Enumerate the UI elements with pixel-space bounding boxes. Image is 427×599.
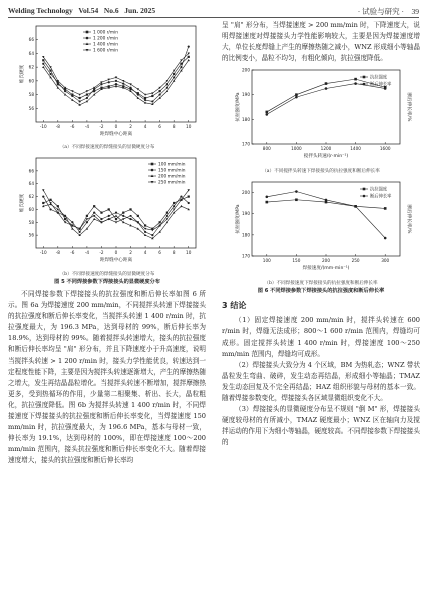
x-tick-label: 1200 — [320, 146, 332, 152]
legend-marker — [151, 169, 154, 172]
legend-label: 抗拉强度 — [370, 187, 388, 193]
y-tick-label: 64 — [28, 50, 34, 56]
y-tick-label: 200 — [242, 67, 250, 73]
data-point — [86, 221, 88, 223]
data-point — [49, 199, 51, 201]
legend-label: 1 600 r/min — [93, 48, 118, 54]
x-tick-label: 0 — [114, 250, 118, 255]
data-point — [108, 215, 110, 217]
data-point — [159, 221, 161, 223]
figure-6b-chart — [222, 176, 420, 276]
legend-marker — [151, 163, 154, 166]
data-point — [188, 202, 190, 204]
data-point — [188, 45, 190, 47]
data-point — [137, 215, 139, 217]
x-tick-label: 100 — [262, 258, 271, 264]
y-tick-label: 56 — [28, 105, 34, 111]
x-tick-label: 6 — [158, 250, 161, 255]
data-point — [42, 66, 44, 68]
data-point — [159, 93, 161, 95]
data-point — [173, 73, 175, 75]
data-point — [354, 78, 357, 81]
y-tick-label: 58 — [28, 92, 34, 98]
data-point — [42, 59, 44, 61]
x-tick-label: 300 — [381, 258, 390, 264]
y-tick-label: 170 — [242, 141, 250, 147]
data-point — [49, 73, 51, 75]
x-tick-label: 8 — [172, 124, 176, 129]
data-point — [57, 208, 59, 210]
section-info — [358, 6, 419, 17]
data-point — [129, 208, 131, 210]
figure-6a-chart — [222, 64, 420, 164]
data-point — [354, 205, 357, 208]
data-point — [129, 87, 131, 89]
series-line — [43, 190, 188, 230]
data-point — [166, 212, 168, 214]
data-point — [295, 96, 298, 99]
x-axis-label: 距焊缝中心距离 — [99, 258, 133, 263]
x-tick-label: -4 — [84, 250, 90, 255]
data-point — [166, 83, 168, 85]
data-point — [100, 212, 102, 214]
data-point — [325, 199, 328, 202]
data-point — [180, 195, 182, 197]
legend-label: 抗拉强度 — [370, 75, 388, 81]
data-point — [93, 218, 95, 220]
y-tick-label: 180 — [242, 232, 250, 238]
series-line — [43, 47, 188, 102]
data-point — [71, 95, 73, 97]
data-point — [79, 97, 81, 99]
plot-frame — [252, 70, 400, 144]
data-point — [173, 202, 175, 204]
series-line — [267, 192, 385, 239]
data-point — [129, 218, 131, 220]
left-paragraph: 不同焊接参数下焊接接头的抗拉强度和断后伸长率如图 6 所示。图 6a 为焊接速度 200 mm/min，不同搅拌头转速下焊接接头的抗拉强度和断后伸长率变化，当搅拌头转速 1 400 r/min 时，抗拉强度最大，为 196.3 MPa，达到母材的 99%，断后伸长率为 18.9%，达到母材的 99%。随着搅拌头转速增大，接头的抗拉强度和断后伸长率均呈 "肩" 形分布，并且下降速度小于升高速度，说明当搅拌头转速 > 1 200 r/min 时，接头力学性能优良，转速达到一定程度性能下降，主要是因为搅拌头转速逐渐增大，产生的摩擦热随之增大，发生再结晶晶粒增化。当搅拌头转速不断增加，搅拌摩擦热更多，受到热循环的作用，少量第二相聚集、析出、长大，晶粒粗化，抗拉强度降低。图 6b 为搅拌头转速 1 400 r/min 时，不同焊接速度下焊接接头的抗拉强度和断后伸长率变化，当焊接速度 150 mm/min 时，抗拉强度最大，为 196.6 MPa，基本与母材一致，伸长率为 19.1%，达到母材的 100%，即在焊接速度 100～200 mm/min 范围内，接头抗拉强度和断后伸长率变化不大。随着焊接速度增大，接头的抗拉强度和断后伸长率均 — [8, 290, 206, 465]
y-axis-label-right: 断后伸长率/% — [406, 204, 411, 234]
x-axis-label: 距焊缝中心距离 — [99, 132, 133, 137]
plot-frame — [252, 182, 400, 256]
data-point — [173, 205, 175, 207]
data-point — [151, 100, 153, 102]
legend-label: 断后伸长率 — [370, 194, 392, 200]
right-paragraph: 呈 "肩" 形分布，当焊接速度 > 200 mm/min 时，下降速度大，说明焊接速度对焊接接头力学性能影响较大，主要是因为焊接速度增大，单位长度焊缝上产生的摩擦热随之减小，WNZ 形成细小等轴晶的比例变小，晶粒不均匀，有粗化倾向，抗拉强度降低。 — [222, 21, 420, 63]
x-tick-label: -10 — [39, 250, 47, 255]
legend-label: 断后伸长率 — [370, 82, 392, 88]
data-point — [325, 83, 328, 86]
data-point — [151, 95, 153, 97]
x-tick-label: 250 — [351, 258, 360, 264]
page-header — [8, 4, 419, 17]
data-point — [100, 221, 102, 223]
data-point — [86, 215, 88, 217]
x-tick-label: 2 — [129, 124, 132, 129]
data-point — [354, 83, 357, 86]
legend-label: 200 mm/min — [158, 174, 186, 180]
legend-label: 250 mm/min — [158, 180, 186, 186]
data-point — [100, 218, 102, 220]
legend-label: 1 200 r/min — [93, 36, 118, 42]
figure-5b-caption: （b）不同焊接速度的焊缝接头的显微硬度分布 — [59, 272, 155, 277]
data-point — [79, 100, 81, 102]
data-point — [266, 113, 269, 116]
left-column — [8, 20, 206, 467]
data-point — [384, 208, 387, 211]
y-tick-label: 58 — [28, 219, 34, 225]
data-point — [64, 218, 66, 220]
x-tick-label: 1400 — [350, 146, 361, 152]
data-point — [108, 81, 110, 83]
legend-label: 1 400 r/min — [93, 42, 118, 48]
legend-marker — [363, 188, 366, 191]
data-point — [108, 208, 110, 210]
conclusion-2: （2）焊接接头大致分为 4 个区域，BM 为热轧态；WNZ 带状晶粒发生弯曲、破碎，发生动态再结晶，形成细小等轴晶；TMAZ 发生动态回复及不完全再结晶；HAZ 组织形貌与母材的基本一致。随着焊接参数变化，焊接接头各区域显微组织变化不大。 — [222, 360, 420, 403]
header-rule — [8, 17, 419, 18]
data-point — [266, 201, 269, 204]
legend-label: 1 000 r/min — [93, 30, 118, 36]
data-point — [180, 66, 182, 68]
data-point — [325, 88, 328, 91]
data-point — [266, 111, 269, 114]
x-tick-label: -8 — [55, 124, 60, 129]
conclusion-1: （1）固定焊接速度 200 mm/min 时，搅拌头转速在 600 r/min 时，焊缝无法成形；800～1 600 r/min 范围内，焊缝均可成形。固定搅拌头转速 1 400 r/min 时，焊接速度 100～250 mm/min 范围内，焊缝均可成形。 — [222, 316, 420, 358]
figure-5a-caption: （a）不同焊接速度的焊缝接头的显微硬度分布 — [59, 145, 155, 150]
data-point — [57, 205, 59, 207]
y-tick-label: 190 — [242, 211, 250, 217]
figure-5a-chart — [8, 20, 206, 140]
data-point — [166, 87, 168, 89]
y-axis-label: 维氏硬度 — [20, 193, 25, 213]
figure-5-caption: 图 5 不同焊接参数下焊接接头的显微硬度分布 — [54, 279, 160, 285]
data-point — [122, 212, 124, 214]
y-tick-label: 180 — [242, 117, 250, 123]
x-tick-label: -10 — [39, 124, 47, 129]
data-point — [42, 63, 44, 65]
data-point — [122, 83, 124, 85]
y-axis-label: 维氏硬度 — [20, 64, 25, 84]
data-point — [115, 212, 117, 214]
data-point — [144, 97, 146, 99]
y-tick-label: 62 — [28, 194, 34, 200]
y-tick-label: 66 — [28, 37, 34, 43]
legend-marker — [86, 31, 89, 34]
y-tick-label: 170 — [242, 253, 250, 259]
data-point — [173, 76, 175, 78]
journal-info — [8, 6, 155, 15]
data-point — [180, 205, 182, 207]
x-axis-label: 焊接速度/(mm·min⁻¹) — [302, 266, 350, 272]
data-point — [137, 93, 139, 95]
data-point — [144, 94, 146, 96]
x-tick-label: 10 — [186, 250, 192, 255]
x-tick-label: 800 — [262, 146, 271, 152]
data-point — [49, 208, 51, 210]
x-tick-label: -8 — [55, 250, 60, 255]
y-axis-label: 抗拉强度/MPa — [236, 92, 241, 123]
y-tick-label: 60 — [28, 206, 34, 212]
section-title: 3 结论 — [222, 301, 247, 311]
x-tick-label: 150 — [292, 258, 301, 264]
data-point — [166, 215, 168, 217]
data-point — [188, 59, 190, 61]
journal-name: Welding Technology — [8, 6, 73, 15]
data-point — [93, 205, 95, 207]
x-tick-label: 4 — [143, 250, 147, 255]
data-point — [295, 94, 298, 97]
data-point — [144, 99, 146, 101]
x-tick-label: -2 — [99, 124, 104, 129]
data-point — [144, 224, 146, 226]
figure-5b-chart — [8, 152, 206, 267]
x-axis-label: 搅拌头转速/(r·min⁻¹) — [303, 154, 349, 160]
data-point — [115, 80, 117, 82]
data-point — [295, 199, 298, 202]
data-point — [151, 229, 153, 231]
x-tick-label: 2 — [129, 250, 132, 255]
data-point — [49, 69, 51, 71]
x-tick-label: 1600 — [379, 146, 391, 152]
right-column — [222, 20, 420, 449]
x-tick-label: -2 — [99, 250, 104, 255]
conclusion-3: （3）焊接接头的显微硬度分布呈不规则 "倒 M" 形，焊接接头硬度较母材的有所减小，TMAZ 硬度最小；WNZ 区在轴向力及搅拌运动的作用下为细小等轴晶，硬度较高。不同焊接参数下焊接接头的 — [222, 405, 420, 447]
data-point — [266, 196, 269, 199]
legend-label: 150 mm/min — [158, 168, 186, 174]
data-point — [79, 231, 81, 233]
x-tick-label: 0 — [114, 124, 118, 129]
data-point — [64, 90, 66, 92]
data-point — [159, 90, 161, 92]
y-tick-label: 62 — [28, 64, 34, 70]
legend-marker — [86, 37, 89, 40]
data-point — [151, 234, 153, 236]
x-tick-label: 8 — [172, 250, 176, 255]
data-point — [144, 231, 146, 233]
data-point — [115, 215, 117, 217]
x-tick-label: 10 — [186, 124, 192, 129]
y-tick-label: 200 — [242, 190, 250, 196]
y-tick-label: 60 — [28, 78, 34, 84]
data-point — [86, 97, 88, 99]
y-tick-label: 66 — [28, 168, 34, 174]
data-point — [188, 195, 190, 197]
data-point — [295, 191, 298, 194]
x-tick-label: 6 — [158, 124, 161, 129]
data-point — [122, 215, 124, 217]
data-point — [86, 93, 88, 95]
data-point — [384, 237, 387, 240]
issue: No.6 — [103, 6, 119, 15]
legend-marker — [363, 195, 366, 198]
issue-date: Jun. 2025 — [124, 6, 156, 15]
x-tick-label: 200 — [322, 258, 330, 264]
y-axis-label-right: 断后伸长率/% — [406, 92, 411, 122]
data-point — [115, 221, 117, 223]
x-tick-label: -6 — [70, 250, 75, 255]
x-tick-label: 1000 — [291, 146, 302, 152]
data-point — [188, 56, 190, 58]
x-tick-label: -6 — [70, 124, 75, 129]
data-point — [93, 212, 95, 214]
y-axis-label: 抗拉强度/MPa — [236, 204, 241, 235]
data-point — [42, 202, 44, 204]
section-name: · 试验与研究 · — [357, 7, 404, 16]
y-tick-label: 190 — [242, 92, 250, 98]
x-tick-label: 4 — [143, 124, 147, 129]
figure-6-caption: 图 6 不同焊接参数下焊接接头的抗拉强度和断后伸长率 — [257, 288, 385, 295]
volume: Vol.54 — [78, 6, 99, 15]
data-point — [115, 218, 117, 220]
y-tick-label: 64 — [28, 181, 34, 187]
data-point — [78, 94, 80, 96]
legend-label: 100 mm/min — [158, 162, 186, 168]
figure-6b-caption: （b）不同焊接速度下焊接接头的抗拉强度和断后伸长率 — [264, 281, 378, 287]
y-tick-label: 56 — [28, 232, 34, 238]
data-point — [42, 195, 44, 197]
x-tick-label: -4 — [84, 124, 90, 129]
data-point — [71, 221, 73, 223]
figure-6a-caption: （a）不同搅拌头转速下焊接接头的抗拉强度和断后伸长率 — [262, 169, 380, 175]
series-line — [43, 60, 188, 105]
legend-marker — [363, 76, 366, 79]
legend-marker — [363, 83, 366, 86]
page-number: 39 — [411, 7, 419, 16]
